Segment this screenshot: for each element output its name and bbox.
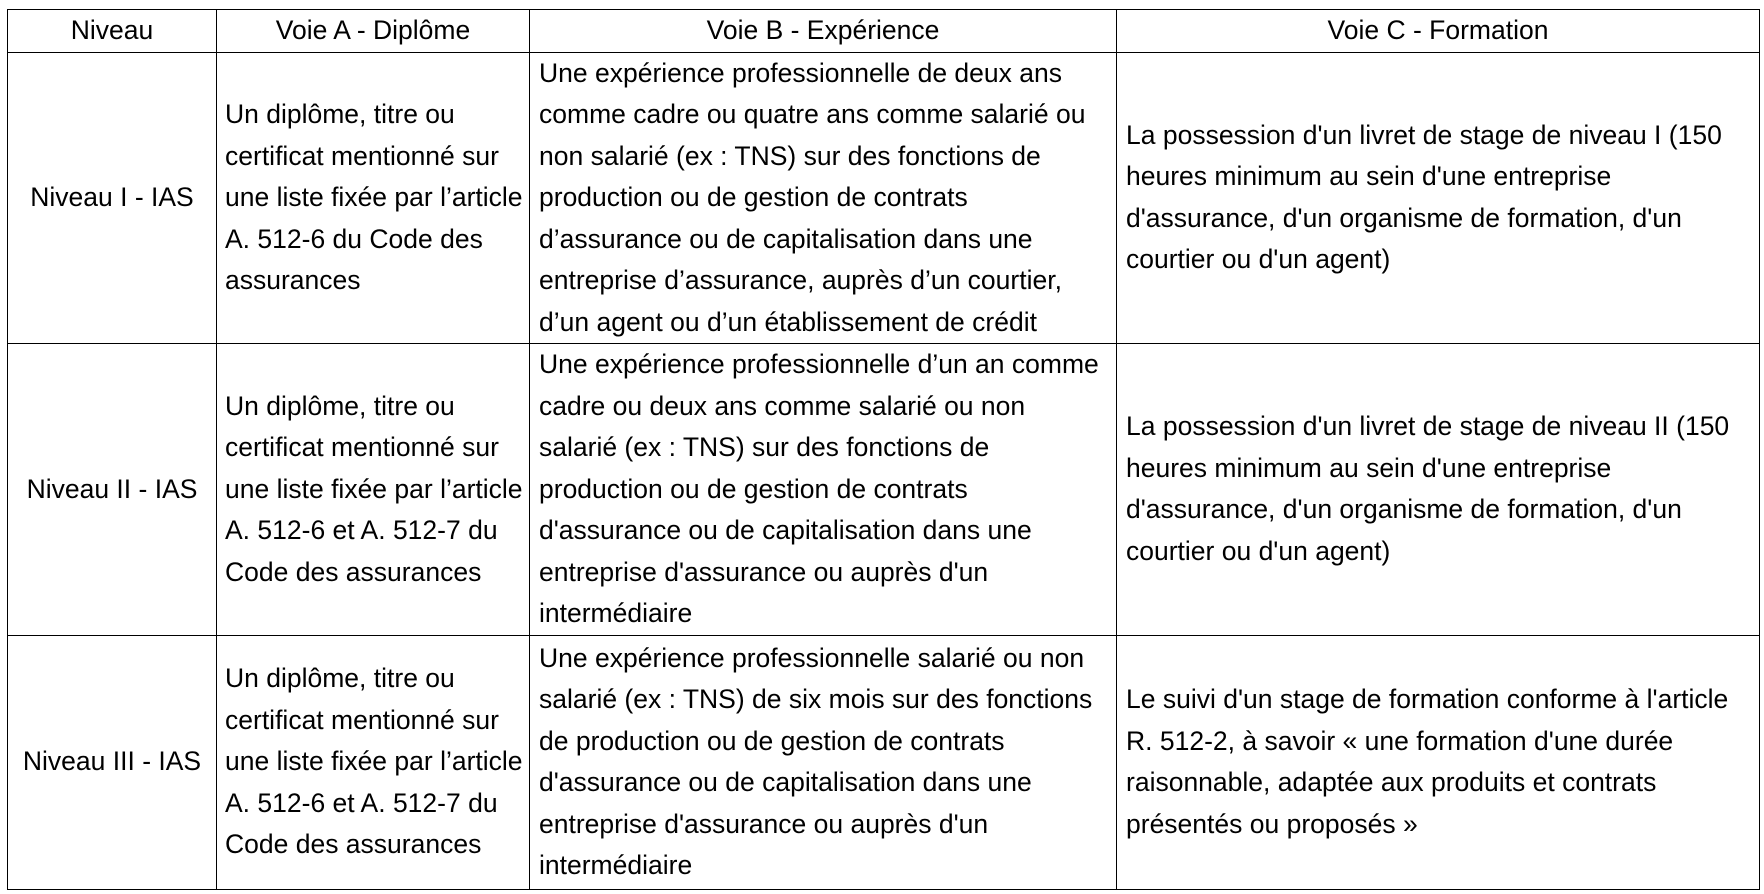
voie-a-cell: Un diplôme, titre ou certificat mentionné sur une liste fixée par l’article A. 512-6 et A. 512-7 du Code des assurances [217,344,530,636]
voie-c-cell: La possession d'un livret de stage de niveau I (150 heures minimum au sein d'une entreprise d'assurance, d'un organisme de formation, d'un courtier ou d'un agent) [1117,52,1760,344]
table-row [8,344,1760,636]
voie-a-cell: Un diplôme, titre ou certificat mentionné sur une liste fixée par l’article A. 512-6 du Code des assurances [217,52,530,344]
niveau-cell: Niveau II - IAS [8,344,217,636]
ias-requirements-table [7,9,1760,890]
niveau-cell: Niveau III - IAS [8,635,217,889]
header-niveau: Niveau [8,10,217,53]
voie-c-cell: Le suivi d'un stage de formation conforme à l'article R. 512-2, à savoir « une formation d'une durée raisonnable, adaptée aux produits et contrats présentés ou proposés » [1117,635,1760,889]
voie-b-cell: Une expérience professionnelle salarié ou non salarié (ex : TNS) de six mois sur des fonctions de production ou de gestion de contrats d'assurance ou de capitalisation dans une entreprise d'assurance ou auprès d'un intermédiaire [530,635,1117,889]
table-row [8,635,1760,889]
header-voie-a: Voie A - Diplôme [217,10,530,53]
voie-c-cell: La possession d'un livret de stage de niveau II (150 heures minimum au sein d'une entreprise d'assurance, d'un organisme de formation, d'un courtier ou d'un agent) [1117,344,1760,636]
header-voie-c: Voie C - Formation [1117,10,1760,53]
voie-b-cell: Une expérience professionnelle de deux ans comme cadre ou quatre ans comme salarié ou non salarié (ex : TNS) sur des fonctions de production ou de gestion de contrats d’assurance ou de capitalisation dans une entreprise d’assurance, auprès d’un courtier, d’un agent ou d’un établissement de crédit [530,52,1117,344]
niveau-cell: Niveau I - IAS [8,52,217,344]
header-voie-b: Voie B - Expérience [530,10,1117,53]
voie-a-cell: Un diplôme, titre ou certificat mentionné sur une liste fixée par l’article A. 512-6 et A. 512-7 du Code des assurances [217,635,530,889]
voie-b-cell: Une expérience professionnelle d’un an comme cadre ou deux ans comme salarié ou non salarié (ex : TNS) sur des fonctions de production ou de gestion de contrats d'assurance ou de capitalisation dans une entreprise d'assurance ou auprès d'un intermédiaire [530,344,1117,636]
table-row [8,52,1760,344]
header-row [8,10,1760,53]
